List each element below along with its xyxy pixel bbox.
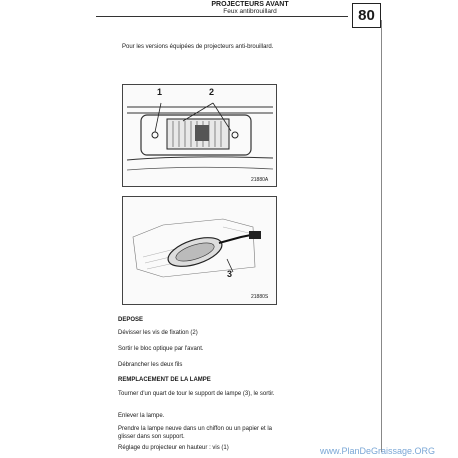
header-rule [96, 16, 348, 17]
step-remove-block: Sortir le bloc optique par l'avant. [118, 346, 204, 352]
figure-reference: 21880S [251, 294, 269, 300]
step-unscrew: Dévisser les vis de fixation (2) [118, 330, 198, 336]
right-margin-rule [381, 20, 382, 452]
step-remove-lamp: Enlever la lampe. [118, 413, 165, 419]
section-number-box: 80 [352, 3, 381, 28]
callout-2: 2 [209, 87, 215, 97]
callout-3: 3 [227, 269, 233, 279]
figure-reference: 21880A [251, 177, 269, 183]
header-title: PROJECTEURS AVANT [211, 1, 289, 8]
depose-heading: DEPOSE [118, 317, 144, 323]
step-disconnect: Débrancher les deux fils [118, 362, 183, 368]
step-turn-holder: Tourner d'un quart de tour le support de lampe (3), le sortir. [118, 391, 275, 397]
fog-lamp-front-drawing [123, 85, 276, 186]
callout-1: 1 [157, 87, 163, 97]
watermark: www.PlanDeGraissage.ORG [320, 446, 436, 456]
figure-fog-lamp-front [122, 84, 277, 187]
intro-text: Pour les versions équipées de projecteurs anti-brouillard. [122, 44, 274, 50]
lamp-holder-drawing [123, 197, 276, 304]
header-subtitle: Feux antibrouillard [223, 8, 277, 15]
step-new-lamp: Prendre la lampe neuve dans un chiffon ou un papier et la glisser dans son support. [118, 426, 272, 440]
step-adjust-height: Réglage du projecteur en hauteur : vis (1) [118, 445, 229, 451]
figure-lamp-holder [122, 196, 277, 305]
lamp-replacement-heading: REMPLACEMENT DE LA LAMPE [118, 377, 211, 383]
